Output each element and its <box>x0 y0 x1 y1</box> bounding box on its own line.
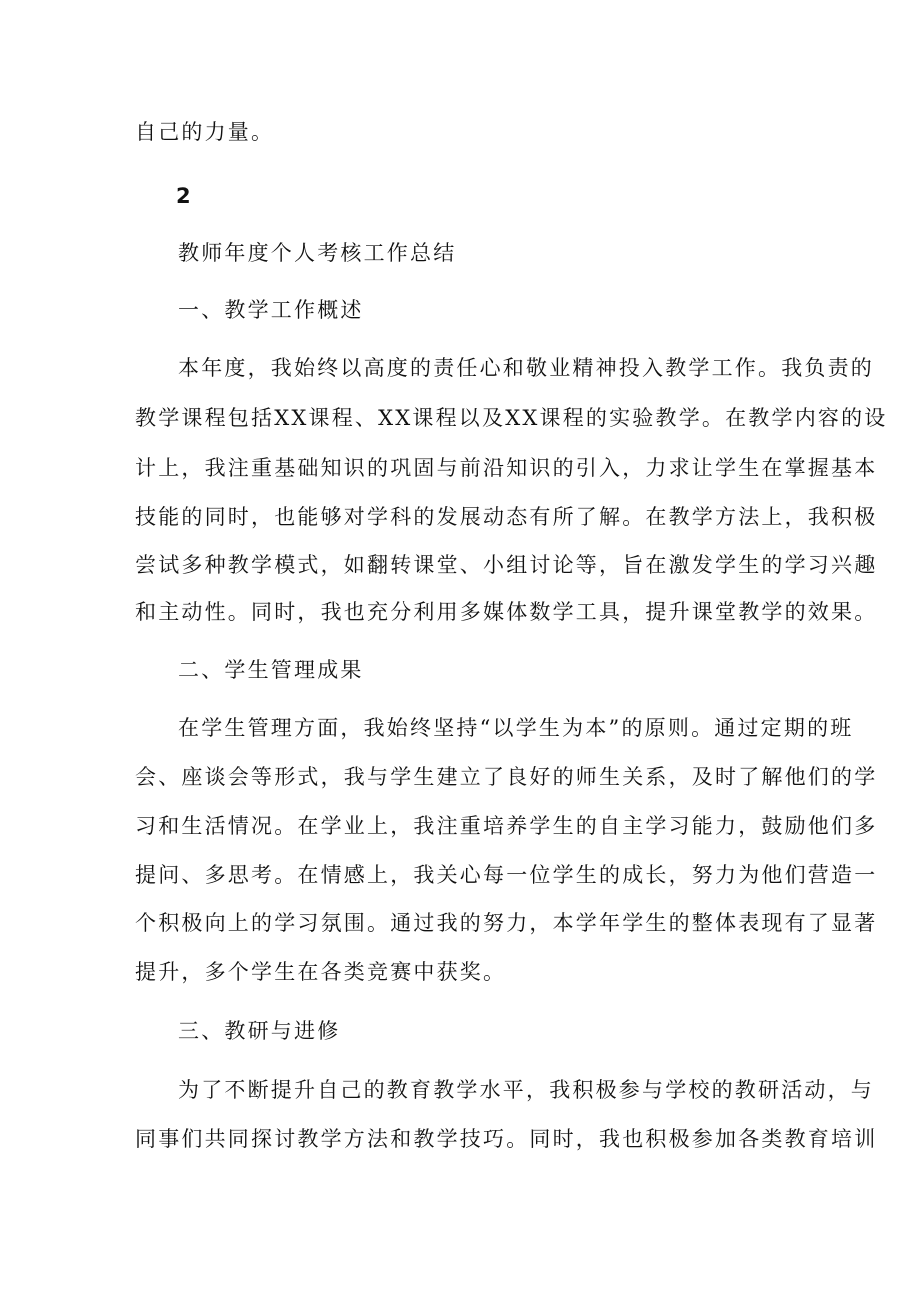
section-heading: 二、学生管理成果 <box>178 658 364 682</box>
paragraph-line: 计上，我注重基础知识的巩固与前沿知识的引入，力求让学生在掌握基本 <box>135 456 878 480</box>
paragraph-line: 在学生管理方面，我始终坚持“以学生为本”的原则。通过定期的班 <box>178 716 854 740</box>
paragraph-line: 尝试多种教学模式，如翻转课堂、小组讨论等，旨在激发学生的学习兴趣 <box>135 553 878 577</box>
paragraph-line: 会、座谈会等形式，我与学生建立了良好的师生关系，及时了解他们的学 <box>135 765 878 789</box>
paragraph-line: 同事们共同探讨教学方法和教学技巧。同时，我也积极参加各类教育培训 <box>135 1127 878 1151</box>
paragraph-line: 和主动性。同时，我也充分利用多媒体数学工具，提升课堂教学的效果。 <box>135 600 878 624</box>
paragraph-line: 个积极向上的学习氛围。通过我的努力，本学年学生的整体表现有了显著 <box>135 911 878 935</box>
section-heading: 一、教学工作概述 <box>178 298 364 322</box>
paragraph-line: 提升，多个学生在各类竞赛中获奖。 <box>135 960 507 984</box>
paragraph-line: 技能的同时，也能够对学科的发展动态有所了解。在教学方法上，我积极 <box>135 505 878 529</box>
paragraph-line: 为了不断提升自己的教育教学水平，我积极参与学校的教研活动，与 <box>178 1078 874 1102</box>
paragraph-line: 教学课程包括XX课程、XX课程以及XX课程的实验教学。在教学内容的设 <box>135 406 888 430</box>
paragraph-line: 提问、多思考。在情感上，我关心每一位学生的成长，努力为他们营造一 <box>135 863 878 887</box>
top-fragment: 自己的力量。 <box>135 120 275 144</box>
paragraph-line: 本年度，我始终以高度的责任心和敬业精神投入教学工作。我负责的 <box>178 356 874 380</box>
paragraph-line: 习和生活情况。在学业上，我注重培养学生的自主学习能力，鼓励他们多 <box>135 814 878 838</box>
page-number: 2 <box>176 184 191 208</box>
section-heading: 三、教研与进修 <box>178 1019 341 1043</box>
document-title: 教师年度个人考核工作总结 <box>178 241 457 265</box>
